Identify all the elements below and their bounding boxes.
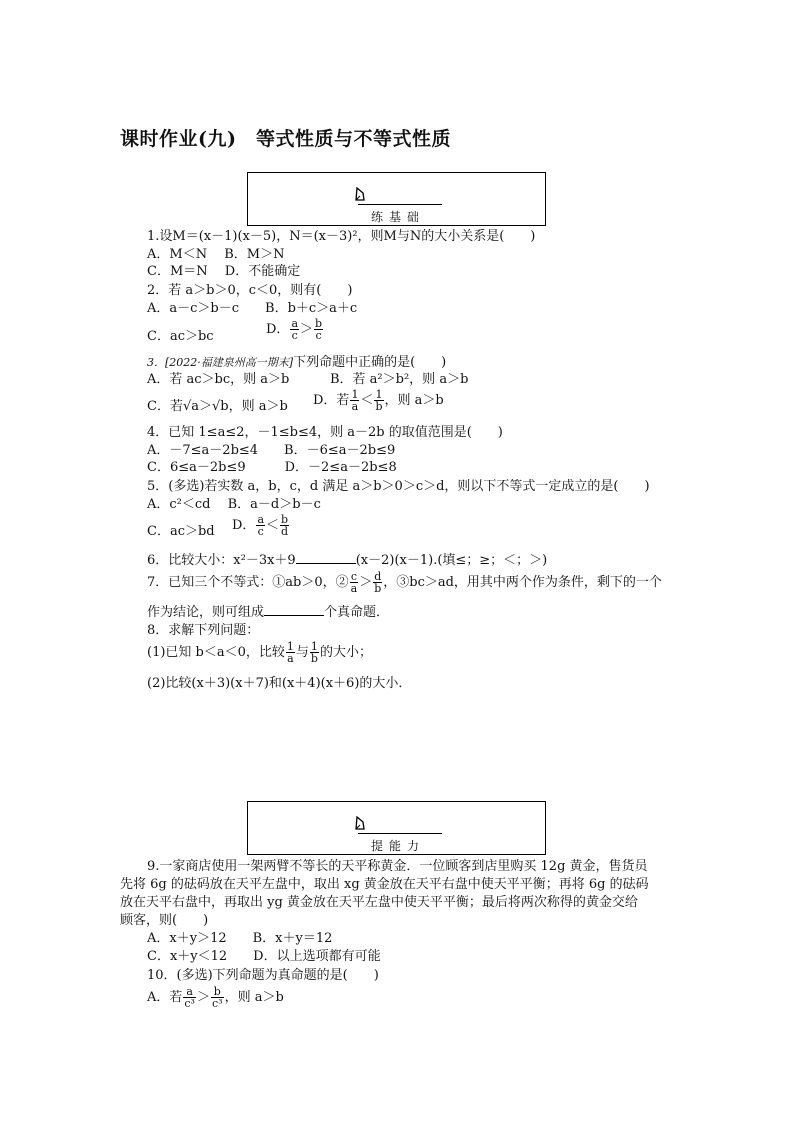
answer-blank[interactable] bbox=[264, 603, 324, 616]
pencil-icon bbox=[354, 816, 368, 832]
q10-a-suffix: ，则 a＞b bbox=[224, 990, 284, 1005]
q7-line2-a: 作为结论，则可组成 bbox=[147, 605, 265, 620]
section-rule bbox=[358, 204, 442, 205]
q6-stem-b: (x－2)(x－1).(填≤；≥；＜；＞) bbox=[355, 553, 548, 568]
q8-stem: 8．求解下列问题： bbox=[147, 623, 260, 638]
q7-stem-b: ，③bc＞ad，用其中两个作为条件，剩下的一个 bbox=[383, 575, 662, 590]
q10-a-prefix: A．若 bbox=[147, 990, 183, 1005]
q9-options-cd: C．x＋y＜12 D．以上选项都有可能 bbox=[147, 949, 381, 964]
q6-stem-a: 6．比较大小：x²－3x＋9 bbox=[147, 553, 296, 568]
denominator: d bbox=[281, 525, 289, 538]
numerator: a bbox=[257, 513, 264, 526]
denominator: c³ bbox=[211, 997, 223, 1010]
q9-line4: 顾客，则( ) bbox=[120, 913, 209, 928]
denominator: c bbox=[291, 329, 298, 342]
q6-stem bbox=[147, 551, 547, 569]
q8-part2: (2)比较(x＋3)(x＋7)和(x＋4)(x＋6)的大小． bbox=[147, 676, 412, 691]
section-label: 提能力 bbox=[371, 839, 426, 853]
denominator: c bbox=[257, 525, 264, 538]
q5-d-prefix: D． bbox=[232, 518, 256, 533]
q3-d-suffix: ，则 a＞b bbox=[384, 393, 444, 408]
q7-line2-b: 个真命题． bbox=[324, 605, 390, 620]
q3-option-b: B．若 a²＞b²，则 a＞b bbox=[330, 372, 469, 387]
q2-option-d: D． $\frac{a}{c}$ ＞ $\frac{b}{c}$ bbox=[266, 317, 323, 342]
q9-line2: 先将 6g 的砝码放在天平左盘中，取出 xg 黄金放在天平右盘中使天平平衡；再将 6g 的砝码 bbox=[120, 877, 649, 892]
q2-options-ab: A．a－c＞b－c B．b＋c＞a＋c bbox=[147, 301, 358, 316]
q7-stem: 7．已知三个不等式：①ab＞0，② $\frac{c}{a}$ ＞ $\frac{d}{b}$ ，③bc＞ad，用其中两个作为条件，剩下的一个 bbox=[147, 570, 662, 595]
section-header-advanced bbox=[247, 801, 546, 855]
q10-option-a: A．若 $\frac{a}{\text{c³}}$ ＞ $\frac{b}{\text{c³}}$ ，则 a＞b bbox=[147, 985, 284, 1010]
q2-d-prefix: D． bbox=[266, 322, 290, 337]
denominator: a bbox=[287, 652, 294, 665]
fraction bbox=[350, 571, 359, 594]
fraction bbox=[314, 318, 323, 341]
numerator: a bbox=[183, 986, 196, 998]
denominator: a bbox=[350, 582, 358, 595]
q9-line3: 放在天平右盘中，再取出 yg 黄金放在天平左盘中使天平平衡；最后将两次称得的黄金交给 bbox=[120, 895, 638, 910]
q5-stem: 5．(多选)若实数 a，b，c，d 满足 a＞b＞0＞c＞d，则以下不等式一定成立的是( ) bbox=[147, 479, 650, 494]
fraction bbox=[280, 514, 289, 537]
numerator: 1 bbox=[286, 640, 294, 653]
q2-stem: 2．若 a＞b＞0，c＜0，则有( ) bbox=[147, 283, 353, 298]
fraction bbox=[310, 641, 319, 664]
denominator: b bbox=[375, 400, 383, 413]
q3-option-c: C．若√a＞√b，则 a＞b bbox=[147, 399, 288, 414]
fraction bbox=[374, 389, 383, 412]
q7-stem-a: 7．已知三个不等式：①ab＞0，② bbox=[147, 575, 349, 590]
page-title: 课时作业(九) 等式性质与不等式性质 bbox=[120, 128, 451, 150]
q5-option-c: C．ac＞bd bbox=[147, 524, 215, 539]
q3-d-prefix: D．若 bbox=[313, 393, 350, 408]
fraction bbox=[211, 986, 224, 1009]
q1-options-ab: A．M＜N B．M＞N bbox=[147, 247, 285, 262]
q9-options-ab: A．x＋y＞12 B．x＋y＝12 bbox=[147, 931, 333, 946]
pencil-icon bbox=[354, 187, 368, 203]
q4-options-cd: C．6≤a－2b≤9 D．－2≤a－2b≤8 bbox=[147, 460, 397, 475]
q3-stem-text: 下列命题中正确的是( ) bbox=[293, 355, 447, 370]
q8-p1-mid: 与 bbox=[295, 645, 309, 660]
q3-source-tag: 3．[2022·福建泉州高一期末] bbox=[147, 356, 294, 369]
section-rule bbox=[358, 833, 442, 834]
q8-part1 bbox=[147, 641, 372, 664]
fraction bbox=[290, 318, 299, 341]
fraction bbox=[350, 389, 359, 412]
q3-stem bbox=[147, 355, 446, 371]
q4-stem: 4．已知 1≤a≤2，－1≤b≤4，则 a－2b 的取值范围是( ) bbox=[147, 425, 503, 440]
q10-stem: 10．(多选)下列命题为真命题的是( ) bbox=[147, 968, 379, 983]
denominator: a bbox=[351, 400, 359, 413]
denominator: c bbox=[315, 329, 322, 342]
section-label: 练基础 bbox=[371, 210, 426, 224]
q8-p1-b: 的大小； bbox=[319, 645, 372, 660]
numerator: 1 bbox=[310, 640, 318, 653]
answer-blank[interactable] bbox=[296, 551, 356, 564]
denominator: b bbox=[374, 582, 382, 595]
denominator: c³ bbox=[184, 997, 195, 1010]
q7-line2 bbox=[147, 603, 389, 621]
q3-option-a: A．若 ac＞bc，则 a＞b bbox=[147, 372, 290, 387]
fraction bbox=[286, 641, 295, 664]
numerator: d bbox=[374, 570, 382, 583]
numerator: a bbox=[291, 317, 298, 330]
q9-line1: 9.一家商店使用一架两臂不等长的天平称黄金．一位顾客到店里购买 12g 黄金，售货员 bbox=[147, 859, 648, 874]
fraction bbox=[183, 986, 196, 1009]
numerator: b bbox=[281, 513, 289, 526]
q1-stem: 1.设M＝(x－1)(x－5)，N＝(x－3)²，则M与N的大小关系是( ) bbox=[147, 229, 536, 244]
q1-options-cd: C．M＝N D．不能确定 bbox=[147, 264, 301, 279]
q5-options-ab: A．c²＜cd B．a－d＞b－c bbox=[147, 497, 321, 512]
numerator: 1 bbox=[351, 388, 359, 401]
q3-option-d: D．若 $\frac{1}{a}$ ＜ $\frac{1}{b}$ ，则 a＞b bbox=[313, 388, 444, 413]
q4-options-ab: A．－7≤a－2b≤4 B．－6≤a－2b≤9 bbox=[147, 443, 396, 458]
q5-option-d: D． $\frac{a}{c}$ ＜ $\frac{b}{d}$ bbox=[232, 513, 289, 538]
fraction bbox=[373, 571, 382, 594]
fraction bbox=[256, 514, 265, 537]
q8-p1-a: (1)已知 b＜a＜0，比较 bbox=[147, 645, 285, 660]
section-header-practice bbox=[247, 172, 546, 226]
numerator: c bbox=[350, 570, 357, 583]
numerator: 1 bbox=[375, 388, 383, 401]
denominator: b bbox=[310, 652, 318, 665]
numerator: b bbox=[315, 317, 323, 330]
q2-option-c: C．ac＞bc bbox=[147, 329, 214, 344]
numerator: b bbox=[211, 986, 224, 998]
